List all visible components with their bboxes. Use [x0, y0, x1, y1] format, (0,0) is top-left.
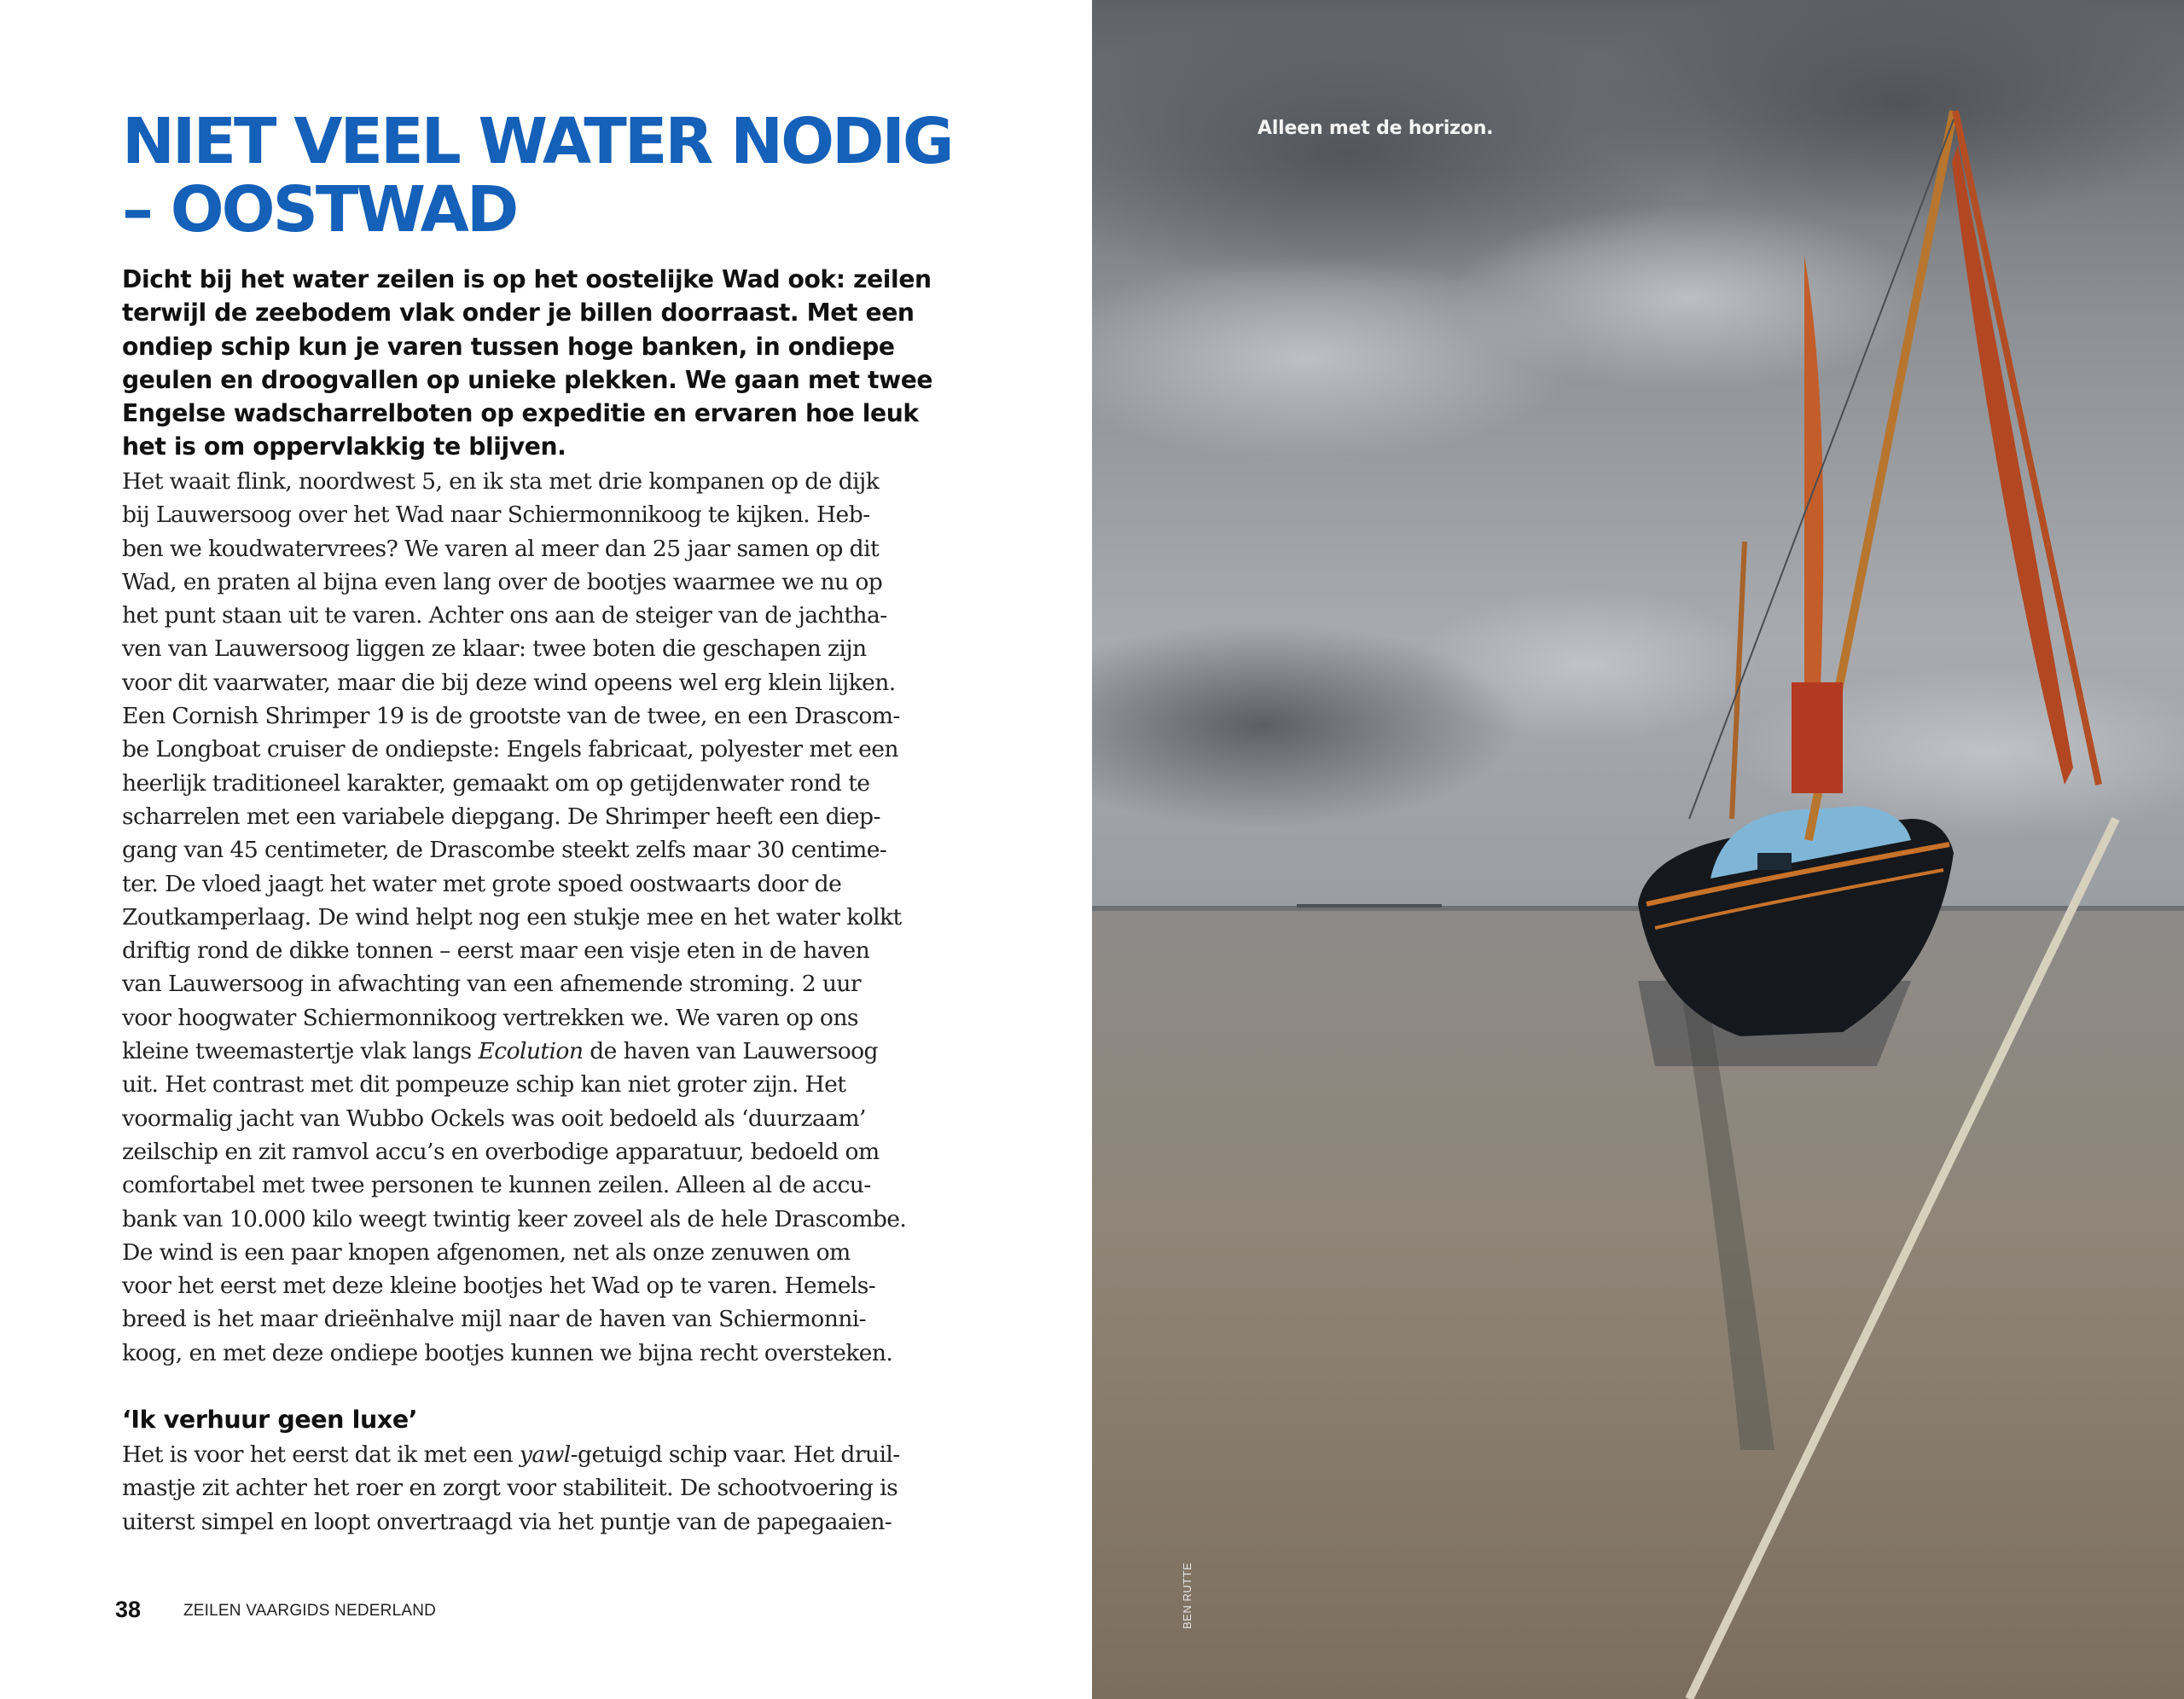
- body-line: De wind is een paar knopen afgenomen, net als onze zenuwen om: [122, 1238, 851, 1266]
- yawl-post: -getuigd schip vaar. Het druil-: [570, 1441, 900, 1468]
- body-line: gang van 45 centimeter, de Drascombe steekt zelfs maar 30 centime-: [122, 837, 887, 864]
- body-line: ben we koudwatervrees? We varen al meer dan 25 jaar samen op dit: [122, 535, 880, 562]
- body-line: mastje zit achter het roer en zorgt voor stabiliteit. De schootvoering is: [122, 1475, 898, 1502]
- photo-sailboat-on-mudflat: [1092, 0, 2184, 1699]
- section-subhead: ‘Ik verhuur geen luxe’: [122, 1406, 418, 1434]
- body-line: Een Cornish Shrimper 19 is de grootste van de twee, en een Drascom-: [122, 703, 900, 730]
- body-line-yawl: [122, 1438, 962, 1471]
- body-line: bij Lauwersoog over het Wad naar Schiermonnikoog te kijken. Heb-: [122, 502, 870, 529]
- body-line-ecolution: [122, 1035, 962, 1068]
- ecolution-pre: kleine tweemastertje vlak langs: [122, 1038, 479, 1065]
- body-line: ven van Lauwersoog liggen ze klaar: twee boten die geschapen zijn: [122, 635, 867, 663]
- body-line: voormalig jacht van Wubbo Ockels was ooit bedoeld als ‘duurzaam’: [122, 1105, 866, 1132]
- right-page: [1092, 0, 2184, 1699]
- body-line: breed is het maar drieënhalve mijl naar de haven van Schiermonni-: [122, 1306, 867, 1333]
- yawl-pre: Het is voor het eerst dat ik met een: [122, 1441, 520, 1468]
- body-line: van Lauwersoog in afwachting van een afnemende stroming. 2 uur: [122, 971, 862, 998]
- body-line: voor hoogwater Schiermonnikoog vertrekken we. We varen op ons: [122, 1004, 858, 1031]
- photo-caption: Alleen met de horizon.: [1258, 118, 1494, 139]
- body-line: driftig rond de dikke tonnen – eerst maar een visje eten in de haven: [122, 937, 870, 965]
- article-body-continued: [122, 1438, 962, 1539]
- body-line: uiterst simpel en loopt onvertraagd via het puntje van de papegaaien-: [122, 1508, 892, 1535]
- page-number: 38: [115, 1597, 142, 1622]
- publication-name: ZEILEN VAARGIDS NEDERLAND: [183, 1602, 437, 1620]
- body-line: Zoutkamperlaag. De wind helpt nog een stukje mee en het water kolkt: [122, 903, 902, 931]
- headline-line-1: NIET VEEL WATER NODIG: [122, 105, 952, 178]
- body-line: voor dit vaarwater, maar die bij deze wind opeens wel erg klein lijken.: [122, 669, 896, 696]
- body-line: voor het eerst met deze kleine bootjes het Wad op te varen. Hemels-: [122, 1273, 876, 1300]
- ecolution-post: de haven van Lauwersoog: [583, 1038, 878, 1065]
- body-line: heerlijk traditioneel karakter, gemaakt om op getijdenwater rond te: [122, 769, 870, 797]
- yawl-word: yawl: [519, 1441, 571, 1468]
- headline-line-2: – OOSTWAD: [122, 173, 517, 246]
- body-line: Het waait flink, noordwest 5, en ik sta met drie kompanen op de dijk: [122, 468, 880, 495]
- article-headline: [122, 107, 1060, 244]
- body-line: ter. De vloed jaagt het water met grote spoed oostwaarts door de: [122, 870, 842, 897]
- body-line: Wad, en praten al bijna even lang over de bootjes waarmee we nu op: [122, 568, 883, 595]
- body-line: be Longboat cruiser de ondiepste: Engels fabricaat, polyester met een: [122, 736, 898, 763]
- body-line: koog, en met deze ondiepe bootjes kunnen we bijna recht oversteken.: [122, 1339, 893, 1366]
- photo-credit: BEN RUTTE: [1181, 1562, 1194, 1629]
- ecolution-name: Ecolution: [478, 1038, 584, 1065]
- body-line: scharrelen met een variabele diepgang. De Shrimper heeft een diep-: [122, 803, 880, 830]
- body-line: bank van 10.000 kilo weegt twintig keer zoveel als de hele Drascombe.: [122, 1205, 907, 1232]
- article-body: [122, 465, 962, 1370]
- body-line: het punt staan uit te varen. Achter ons aan de steiger van de jachtha-: [122, 602, 887, 629]
- body-line: comfortabel met twee personen te kunnen zeilen. Alleen al de accu-: [122, 1172, 871, 1199]
- article-intro: Dicht bij het water zeilen is op het oostelijke Wad ook: zeilen terwijl de zeebodem vlak onder je billen doorraast. Met een ondiep schip kun je varen tussen hoge banken, in ondiepe geulen en droogvallen op unieke plekken. We gaan met twee Engelse wadscharrelboten op expeditie en ervaren hoe leuk het is om oppervlakkig te blijven.: [122, 265, 933, 461]
- body-line: uit. Het contrast met dit pompeuze schip kan niet groter zijn. Het: [122, 1071, 846, 1099]
- body-line: zeilschip en zit ramvol accu’s en overbodige apparatuur, bedoeld om: [122, 1138, 880, 1165]
